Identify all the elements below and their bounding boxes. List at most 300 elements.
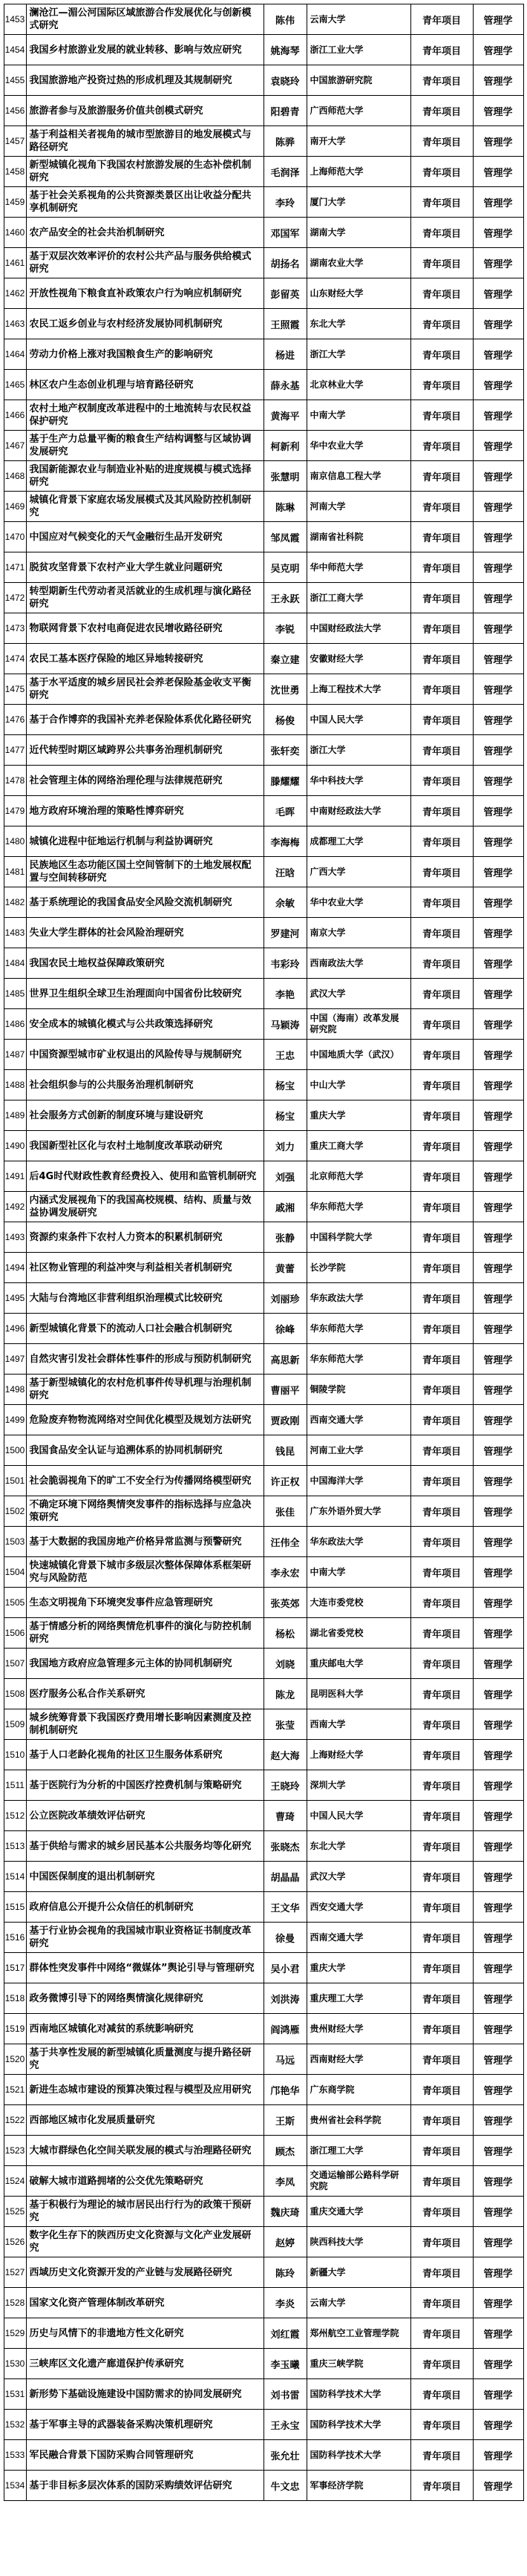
project-category: 青年项目 — [410, 1009, 473, 1040]
project-organization: 华中科技大学 — [307, 766, 410, 796]
project-title: 自然灾害引发社会群体性事件的形成与预防机制研究 — [26, 1344, 264, 1375]
project-leader: 顾杰 — [264, 2136, 307, 2166]
project-leader: 刘书雷 — [264, 2379, 307, 2410]
project-organization: 东北大学 — [307, 309, 410, 339]
project-category: 青年项目 — [410, 400, 473, 431]
table-row — [4, 1253, 523, 1283]
table-row — [4, 248, 523, 278]
project-title: 大陆与台湾地区非营利组织治理模式比较研究 — [26, 1283, 264, 1314]
project-subject: 管理学 — [473, 2379, 523, 2410]
project-category: 青年项目 — [410, 644, 473, 674]
table-row — [4, 1314, 523, 1344]
project-organization: 浙江大学 — [307, 735, 410, 766]
table-row — [4, 552, 523, 583]
project-number: 1463 — [4, 309, 26, 339]
project-number: 1455 — [4, 65, 26, 96]
project-subject: 管理学 — [473, 552, 523, 583]
project-category: 青年项目 — [410, 1709, 473, 1740]
project-subject: 管理学 — [473, 1953, 523, 1983]
project-number: 1517 — [4, 1953, 26, 1983]
table-row — [4, 2105, 523, 2136]
project-subject: 管理学 — [473, 400, 523, 431]
project-leader: 陈玲 — [264, 2257, 307, 2288]
project-leader: 陈伟 — [264, 4, 307, 35]
project-number: 1505 — [4, 1588, 26, 1618]
table-row — [4, 1070, 523, 1100]
project-category: 青年项目 — [410, 2257, 473, 2288]
project-subject: 管理学 — [473, 2105, 523, 2136]
project-title: 开放性视角下粮食直补政策农户行为响应机制研究 — [26, 278, 264, 309]
project-number: 1454 — [4, 35, 26, 65]
project-title: 物联网背景下农村电商促进农民增收路径研究 — [26, 613, 264, 644]
project-number: 1472 — [4, 583, 26, 613]
project-number: 1503 — [4, 1527, 26, 1557]
table-row — [4, 1009, 523, 1040]
table-row — [4, 1100, 523, 1131]
project-leader: 陈骅 — [264, 126, 307, 157]
project-title: 澜沧江—湄公河国际区域旅游合作发展优化与创新模式研究 — [26, 4, 264, 35]
project-number: 1498 — [4, 1375, 26, 1405]
project-number: 1500 — [4, 1435, 26, 1466]
project-title: 农民工基本医疗保险的地区异地转接研究 — [26, 644, 264, 674]
project-leader: 彭留英 — [264, 278, 307, 309]
project-organization: 上海工程技术大学 — [307, 674, 410, 705]
project-leader: 马颖涛 — [264, 1009, 307, 1040]
project-title: 我国新能源农业与制造业补贴的进度规模与模式选择研究 — [26, 461, 264, 492]
project-number: 1488 — [4, 1070, 26, 1100]
project-leader: 胡晶晶 — [264, 1862, 307, 1892]
table-row — [4, 2197, 523, 2227]
project-subject: 管理学 — [473, 948, 523, 979]
project-category: 青年项目 — [410, 2440, 473, 2471]
project-leader: 张英郊 — [264, 1588, 307, 1618]
project-category: 青年项目 — [410, 4, 473, 35]
project-leader: 高思新 — [264, 1344, 307, 1375]
table-row — [4, 1923, 523, 1953]
project-category: 青年项目 — [410, 1862, 473, 1892]
project-organization: 交通运输部公路科学研究院 — [307, 2166, 410, 2197]
project-subject: 管理学 — [473, 735, 523, 766]
project-title: 我国地方政府应急管理多元主体的协同机制研究 — [26, 1649, 264, 1679]
project-category: 青年项目 — [410, 2166, 473, 2197]
table-row — [4, 1862, 523, 1892]
project-subject: 管理学 — [473, 1314, 523, 1344]
project-organization: 西南政法大学 — [307, 948, 410, 979]
project-title: 城镇化背景下家庭农场发展模式及其风险防控机制研究 — [26, 492, 264, 522]
project-category: 青年项目 — [410, 187, 473, 218]
project-title: 基于军事主导的武器装备采购决策机理研究 — [26, 2410, 264, 2440]
table-row — [4, 766, 523, 796]
project-subject: 管理学 — [473, 1618, 523, 1649]
project-organization: 华东师范大学 — [307, 1344, 410, 1375]
project-number: 1519 — [4, 2014, 26, 2044]
project-subject: 管理学 — [473, 583, 523, 613]
project-category: 青年项目 — [410, 1192, 473, 1222]
project-title: 不确定环境下网络舆情突发事件的指标选择与应急决策研究 — [26, 1496, 264, 1527]
project-organization: 中山大学 — [307, 1070, 410, 1100]
project-organization: 西安交通大学 — [307, 1892, 410, 1923]
project-organization: 中国海洋大学 — [307, 1466, 410, 1496]
project-organization: 广西师范大学 — [307, 96, 410, 126]
table-row — [4, 1709, 523, 1740]
project-organization: 重庆大学 — [307, 1100, 410, 1131]
project-subject: 管理学 — [473, 2227, 523, 2257]
project-category: 青年项目 — [410, 1100, 473, 1131]
project-number: 1471 — [4, 552, 26, 583]
project-organization: 南开大学 — [307, 126, 410, 157]
project-category: 青年项目 — [410, 2197, 473, 2227]
project-organization: 贵州财经大学 — [307, 2014, 410, 2044]
table-row — [4, 918, 523, 948]
project-organization: 重庆交通大学 — [307, 2197, 410, 2227]
project-organization: 北京林业大学 — [307, 370, 410, 400]
project-organization: 华东政法大学 — [307, 1283, 410, 1314]
project-subject: 管理学 — [473, 248, 523, 278]
project-subject: 管理学 — [473, 857, 523, 887]
project-leader: 刘丽珍 — [264, 1283, 307, 1314]
project-title: 世界卫生组织全球卫生治理面向中国省份比较研究 — [26, 979, 264, 1009]
project-number: 1499 — [4, 1405, 26, 1435]
project-category: 青年项目 — [410, 887, 473, 918]
project-category: 青年项目 — [410, 2410, 473, 2440]
project-organization: 中南财经政法大学 — [307, 796, 410, 826]
project-organization: 湖南大学 — [307, 218, 410, 248]
project-subject: 管理学 — [473, 1192, 523, 1222]
project-subject: 管理学 — [473, 644, 523, 674]
project-leader: 李炎 — [264, 2288, 307, 2318]
project-number: 1462 — [4, 278, 26, 309]
project-subject: 管理学 — [473, 1709, 523, 1740]
project-leader: 李锐 — [264, 613, 307, 644]
project-subject: 管理学 — [473, 2440, 523, 2471]
project-organization: 华东政法大学 — [307, 1527, 410, 1557]
project-leader: 王斯 — [264, 2105, 307, 2136]
project-title: 数字化生存下的陕西历史文化资源与文化产业发展研究 — [26, 2227, 264, 2257]
project-category: 青年项目 — [410, 1435, 473, 1466]
project-leader: 张莹 — [264, 1709, 307, 1740]
project-category: 青年项目 — [410, 918, 473, 948]
table-row — [4, 1983, 523, 2014]
project-leader: 杨进 — [264, 339, 307, 370]
project-organization: 中南大学 — [307, 400, 410, 431]
project-category: 青年项目 — [410, 1923, 473, 1953]
project-title: 中国应对气候变化的天气金融衍生品开发研究 — [26, 522, 264, 552]
project-category: 青年项目 — [410, 1801, 473, 1831]
project-organization: 深圳大学 — [307, 1770, 410, 1801]
project-category: 青年项目 — [410, 1283, 473, 1314]
project-leader: 徐曼 — [264, 1923, 307, 1953]
project-title: 民族地区生态功能区国土空间管制下的土地发展权配置与空间转移研究 — [26, 857, 264, 887]
project-leader: 袁晓玲 — [264, 65, 307, 96]
project-category: 青年项目 — [410, 705, 473, 735]
project-category: 青年项目 — [410, 1131, 473, 1161]
project-leader: 薛永基 — [264, 370, 307, 400]
table-row — [4, 613, 523, 644]
project-title: 基于医院行为分析的中国医疗控费机制与策略研究 — [26, 1770, 264, 1801]
project-number: 1514 — [4, 1862, 26, 1892]
project-number: 1469 — [4, 492, 26, 522]
project-number: 1468 — [4, 461, 26, 492]
project-title: 旅游者参与及旅游服务价值共创模式研究 — [26, 96, 264, 126]
project-leader: 张佳 — [264, 1496, 307, 1527]
project-number: 1525 — [4, 2197, 26, 2227]
project-category: 青年项目 — [410, 1496, 473, 1527]
project-number: 1464 — [4, 339, 26, 370]
table-row — [4, 2136, 523, 2166]
project-category: 青年项目 — [410, 2288, 473, 2318]
project-number: 1495 — [4, 1283, 26, 1314]
project-subject: 管理学 — [473, 1253, 523, 1283]
project-title: 基于积极行为理论的城市居民出行行为的政策干预研究 — [26, 2197, 264, 2227]
table-row — [4, 35, 523, 65]
project-list-table — [4, 4, 524, 2501]
project-leader: 汪伟全 — [264, 1527, 307, 1557]
project-category: 青年项目 — [410, 2318, 473, 2349]
project-subject: 管理学 — [473, 1649, 523, 1679]
project-number: 1458 — [4, 157, 26, 187]
project-organization: 铜陵学院 — [307, 1375, 410, 1405]
table-row — [4, 1831, 523, 1862]
project-number: 1492 — [4, 1192, 26, 1222]
project-title: 历史与风情下的非遗地方性文化研究 — [26, 2318, 264, 2349]
project-title: 我国新型社区化与农村土地制度改革联动研究 — [26, 1131, 264, 1161]
project-organization: 中国财经政法大学 — [307, 613, 410, 644]
project-category: 青年项目 — [410, 1222, 473, 1253]
project-leader: 张允壮 — [264, 2440, 307, 2471]
project-leader: 李艳 — [264, 979, 307, 1009]
project-organization: 军事经济学院 — [307, 2471, 410, 2501]
project-subject: 管理学 — [473, 431, 523, 461]
project-category: 青年项目 — [410, 248, 473, 278]
project-title: 西部地区城市化发展质量研究 — [26, 2105, 264, 2136]
project-number: 1456 — [4, 96, 26, 126]
table-row — [4, 948, 523, 979]
project-number: 1529 — [4, 2318, 26, 2349]
project-leader: 毛晖 — [264, 796, 307, 826]
project-title: 公立医院改革绩效评估研究 — [26, 1801, 264, 1831]
project-organization: 河南工业大学 — [307, 1435, 410, 1466]
project-category: 青年项目 — [410, 1253, 473, 1283]
project-leader: 韦彩玲 — [264, 948, 307, 979]
project-number: 1467 — [4, 431, 26, 461]
project-subject: 管理学 — [473, 2075, 523, 2105]
project-title: 社区物业管理的利益冲突与利益相关者机制研究 — [26, 1253, 264, 1283]
project-number: 1487 — [4, 1040, 26, 1070]
project-organization: 西南大学 — [307, 1709, 410, 1740]
project-title: 林区农户生态创业机理与培育路径研究 — [26, 370, 264, 400]
table-row — [4, 857, 523, 887]
project-category: 青年项目 — [410, 2349, 473, 2379]
project-organization: 湖南省社科院 — [307, 522, 410, 552]
project-number: 1496 — [4, 1314, 26, 1344]
project-title: 城乡统筹背景下我国医疗费用增长影响因素测度及控制机制研究 — [26, 1709, 264, 1740]
project-category: 青年项目 — [410, 157, 473, 187]
project-title: 基于情感分析的网络舆情危机事件的演化与防控机制研究 — [26, 1618, 264, 1649]
table-row — [4, 1435, 523, 1466]
project-leader: 阳碧青 — [264, 96, 307, 126]
project-organization: 湖北省委党校 — [307, 1618, 410, 1649]
project-organization: 云南大学 — [307, 2288, 410, 2318]
project-organization: 中国人民大学 — [307, 1801, 410, 1831]
table-row — [4, 1344, 523, 1375]
project-number: 1509 — [4, 1709, 26, 1740]
project-category: 青年项目 — [410, 2075, 473, 2105]
table-row — [4, 2257, 523, 2288]
project-title: 社会组织参与的公共服务治理机制研究 — [26, 1070, 264, 1100]
table-row — [4, 1801, 523, 1831]
project-organization: 上海财经大学 — [307, 1740, 410, 1770]
project-title: 基于共享性发展的新型城镇化质量测度与提升路径研究 — [26, 2044, 264, 2075]
project-leader: 张慧明 — [264, 461, 307, 492]
project-title: 危险废弃物物流网络对空间优化模型及规划方法研究 — [26, 1405, 264, 1435]
project-leader: 沈世勇 — [264, 674, 307, 705]
project-leader: 邝艳华 — [264, 2075, 307, 2105]
project-number: 1510 — [4, 1740, 26, 1770]
project-category: 青年项目 — [410, 826, 473, 857]
project-leader: 刘洪涛 — [264, 1983, 307, 2014]
project-leader: 李凤 — [264, 2166, 307, 2197]
project-subject: 管理学 — [473, 2166, 523, 2197]
project-title: 基于利益相关者视角的城市型旅游目的地发展模式与路径研究 — [26, 126, 264, 157]
project-leader: 许正权 — [264, 1466, 307, 1496]
project-leader: 陈龙 — [264, 1679, 307, 1709]
project-leader: 余敏 — [264, 887, 307, 918]
project-title: 我国食品安全认证与追溯体系的协同机制研究 — [26, 1435, 264, 1466]
project-organization: 国防科学技术大学 — [307, 2410, 410, 2440]
project-organization: 郑州航空工业管理学院 — [307, 2318, 410, 2349]
project-category: 青年项目 — [410, 309, 473, 339]
project-number: 1453 — [4, 4, 26, 35]
table-row — [4, 2075, 523, 2105]
project-leader: 陈琳 — [264, 492, 307, 522]
project-organization: 西南财经大学 — [307, 2044, 410, 2075]
project-number: 1520 — [4, 2044, 26, 2075]
table-row — [4, 1618, 523, 1649]
table-row — [4, 1466, 523, 1496]
project-title: 劳动力价格上涨对我国粮食生产的影响研究 — [26, 339, 264, 370]
project-subject: 管理学 — [473, 1070, 523, 1100]
project-subject: 管理学 — [473, 1344, 523, 1375]
project-organization: 安徽财经大学 — [307, 644, 410, 674]
table-row — [4, 309, 523, 339]
table-row — [4, 339, 523, 370]
project-category: 青年项目 — [410, 1466, 473, 1496]
project-category: 青年项目 — [410, 278, 473, 309]
project-category: 青年项目 — [410, 65, 473, 96]
project-number: 1518 — [4, 1983, 26, 2014]
table-row — [4, 2440, 523, 2471]
project-leader: 滕耀耀 — [264, 766, 307, 796]
project-subject: 管理学 — [473, 979, 523, 1009]
project-organization: 武汉大学 — [307, 1862, 410, 1892]
table-row — [4, 644, 523, 674]
project-category: 青年项目 — [410, 2105, 473, 2136]
project-number: 1531 — [4, 2379, 26, 2410]
table-row — [4, 278, 523, 309]
project-leader: 贾政刚 — [264, 1405, 307, 1435]
project-category: 青年项目 — [410, 1831, 473, 1862]
project-category: 青年项目 — [410, 1527, 473, 1557]
project-category: 青年项目 — [410, 948, 473, 979]
project-leader: 赵婷 — [264, 2227, 307, 2257]
project-organization: 重庆邮电大学 — [307, 1649, 410, 1679]
project-number: 1477 — [4, 735, 26, 766]
project-category: 青年项目 — [410, 766, 473, 796]
project-title: 新型城镇化视角下我国农村旅游发展的生态补偿机制研究 — [26, 157, 264, 187]
project-leader: 牛文忠 — [264, 2471, 307, 2501]
project-leader: 黄海平 — [264, 400, 307, 431]
project-subject: 管理学 — [473, 2288, 523, 2318]
project-leader: 王照霞 — [264, 309, 307, 339]
project-organization: 浙江大学 — [307, 339, 410, 370]
project-title: 政府信息公开提升公众信任的机制研究 — [26, 1892, 264, 1923]
project-category: 青年项目 — [410, 1983, 473, 2014]
project-number: 1470 — [4, 522, 26, 552]
project-number: 1511 — [4, 1770, 26, 1801]
project-number: 1524 — [4, 2166, 26, 2197]
project-subject: 管理学 — [473, 1435, 523, 1466]
project-number: 1504 — [4, 1557, 26, 1588]
project-leader: 戚湘 — [264, 1192, 307, 1222]
table-row — [4, 2014, 523, 2044]
project-category: 青年项目 — [410, 1344, 473, 1375]
project-organization: 重庆理工大学 — [307, 1983, 410, 2014]
project-number: 1484 — [4, 948, 26, 979]
project-leader: 张轩奕 — [264, 735, 307, 766]
project-title: 脱贫攻坚背景下农村产业大学生就业问题研究 — [26, 552, 264, 583]
project-subject: 管理学 — [473, 157, 523, 187]
project-leader: 杨宝 — [264, 1070, 307, 1100]
project-leader: 杨俊 — [264, 705, 307, 735]
project-subject: 管理学 — [473, 2197, 523, 2227]
table-row — [4, 796, 523, 826]
project-leader: 张静 — [264, 1222, 307, 1253]
project-number: 1482 — [4, 887, 26, 918]
project-number: 1490 — [4, 1131, 26, 1161]
table-row — [4, 826, 523, 857]
table-row — [4, 126, 523, 157]
table-row — [4, 96, 523, 126]
project-subject: 管理学 — [473, 35, 523, 65]
project-title: 中国资源型城市矿业权退出的风险传导与规制研究 — [26, 1040, 264, 1070]
table-row — [4, 1405, 523, 1435]
project-subject: 管理学 — [473, 187, 523, 218]
project-title: 西南地区城镇化对减贫的系统影响研究 — [26, 2014, 264, 2044]
project-organization: 东北大学 — [307, 1831, 410, 1862]
project-organization: 南京信息工程大学 — [307, 461, 410, 492]
project-category: 青年项目 — [410, 979, 473, 1009]
project-leader: 张晓杰 — [264, 1831, 307, 1862]
project-leader: 汪晗 — [264, 857, 307, 887]
project-subject: 管理学 — [473, 1405, 523, 1435]
project-leader: 姚海琴 — [264, 35, 307, 65]
project-number: 1459 — [4, 187, 26, 218]
project-category: 青年项目 — [410, 461, 473, 492]
table-row — [4, 187, 523, 218]
project-category: 青年项目 — [410, 1314, 473, 1344]
project-organization: 中国地质大学（武汉） — [307, 1040, 410, 1070]
project-number: 1516 — [4, 1923, 26, 1953]
project-category: 青年项目 — [410, 2227, 473, 2257]
project-number: 1508 — [4, 1679, 26, 1709]
project-organization: 重庆大学 — [307, 1953, 410, 1983]
project-title: 中国医保制度的退出机制研究 — [26, 1862, 264, 1892]
project-category: 青年项目 — [410, 2471, 473, 2501]
project-subject: 管理学 — [473, 766, 523, 796]
project-leader: 毛润泽 — [264, 157, 307, 187]
table-row — [4, 461, 523, 492]
project-leader: 钱昆 — [264, 1435, 307, 1466]
